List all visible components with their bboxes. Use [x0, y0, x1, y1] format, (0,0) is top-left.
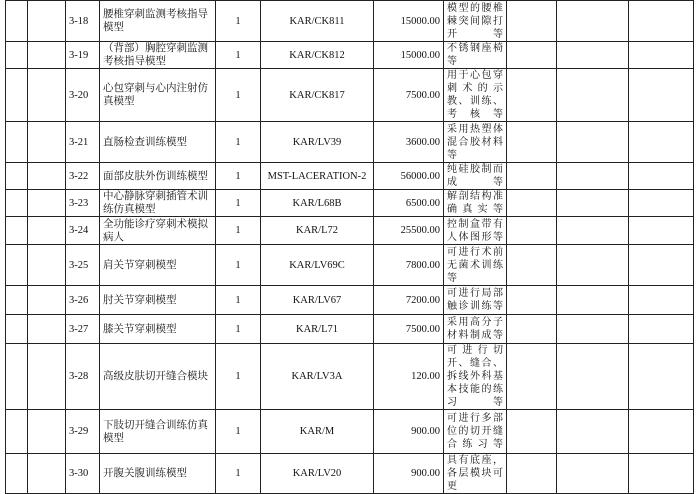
blank-cell-3: [507, 315, 557, 344]
note-cell: 可进行术前无菌术训练等: [444, 245, 507, 286]
note-cell: 可进行切开、缝合、拆线外科基本技能的练习等: [444, 344, 507, 410]
blank-cell-5: [629, 122, 694, 163]
seq-cell: 3-26: [66, 286, 100, 315]
model-cell: KAR/CK811: [261, 1, 374, 42]
name-cell: 膝关节穿刺模型: [100, 315, 216, 344]
blank-cell-4: [557, 190, 629, 217]
model-cell: KAR/LV3A: [261, 344, 374, 410]
note-cell: 模型的腰椎棘突间隙打开等: [444, 1, 507, 42]
qty-cell: 1: [216, 1, 261, 42]
blank-cell-3: [507, 1, 557, 42]
price-cell: 6500.00: [374, 190, 444, 217]
blank-cell-3: [507, 217, 557, 245]
blank-cell-1: [6, 69, 28, 122]
name-cell: （背部）胸腔穿刺监测考核指导模型: [100, 42, 216, 69]
model-cell: KAR/L68B: [261, 190, 374, 217]
blank-cell-1: [6, 190, 28, 217]
blank-cell-3: [507, 344, 557, 410]
note-cell: 不锈钢座椅等: [444, 42, 507, 69]
blank-cell-5: [629, 190, 694, 217]
blank-cell-5: [629, 42, 694, 69]
blank-cell-2: [28, 163, 66, 190]
blank-cell-5: [629, 217, 694, 245]
name-cell: 肩关节穿刺模型: [100, 245, 216, 286]
qty-cell: 1: [216, 69, 261, 122]
table-row: [6, 315, 694, 344]
price-cell: 3600.00: [374, 122, 444, 163]
qty-cell: 1: [216, 286, 261, 315]
qty-cell: 1: [216, 454, 261, 494]
name-cell: 高级皮肤切开缝合模块: [100, 344, 216, 410]
price-cell: 7500.00: [374, 315, 444, 344]
blank-cell-4: [557, 42, 629, 69]
blank-cell-5: [629, 245, 694, 286]
blank-cell-4: [557, 344, 629, 410]
model-cell: KAR/CK817: [261, 69, 374, 122]
note-cell: 可进行多部位的切开缝合练习等: [444, 410, 507, 454]
name-cell: 心包穿刺与心内注射仿真模型: [100, 69, 216, 122]
table-row: [6, 190, 694, 217]
blank-cell-1: [6, 286, 28, 315]
blank-cell-1: [6, 217, 28, 245]
model-cell: KAR/LV69C: [261, 245, 374, 286]
model-cell: KAR/L72: [261, 217, 374, 245]
model-cell: KAR/L71: [261, 315, 374, 344]
seq-cell: 3-18: [66, 1, 100, 42]
table-row: [6, 217, 694, 245]
table-row: [6, 42, 694, 69]
blank-cell-3: [507, 245, 557, 286]
blank-cell-2: [28, 42, 66, 69]
qty-cell: 1: [216, 410, 261, 454]
price-cell: 900.00: [374, 410, 444, 454]
blank-cell-3: [507, 454, 557, 494]
blank-cell-5: [629, 1, 694, 42]
name-cell: 直肠检查训练模型: [100, 122, 216, 163]
blank-cell-4: [557, 1, 629, 42]
blank-cell-2: [28, 344, 66, 410]
seq-cell: 3-25: [66, 245, 100, 286]
qty-cell: 1: [216, 315, 261, 344]
blank-cell-4: [557, 315, 629, 344]
table-row: [6, 163, 694, 190]
blank-cell-4: [557, 410, 629, 454]
blank-cell-5: [629, 454, 694, 494]
model-cell: MST-LACERATION-2: [261, 163, 374, 190]
blank-cell-2: [28, 286, 66, 315]
seq-cell: 3-28: [66, 344, 100, 410]
blank-cell-3: [507, 190, 557, 217]
qty-cell: 1: [216, 42, 261, 69]
seq-cell: 3-21: [66, 122, 100, 163]
model-cell: KAR/LV67: [261, 286, 374, 315]
note-cell: 解剖结构准确真实等: [444, 190, 507, 217]
seq-cell: 3-24: [66, 217, 100, 245]
model-cell: KAR/M: [261, 410, 374, 454]
price-cell: 7800.00: [374, 245, 444, 286]
note-cell: 用于心包穿刺术的示教、训练、考核等: [444, 69, 507, 122]
price-cell: 25500.00: [374, 217, 444, 245]
seq-cell: 3-22: [66, 163, 100, 190]
blank-cell-5: [629, 69, 694, 122]
blank-cell-2: [28, 454, 66, 494]
qty-cell: 1: [216, 122, 261, 163]
table-row: [6, 344, 694, 410]
blank-cell-5: [629, 344, 694, 410]
blank-cell-1: [6, 245, 28, 286]
qty-cell: 1: [216, 190, 261, 217]
price-cell: 120.00: [374, 344, 444, 410]
table-row: [6, 454, 694, 494]
blank-cell-5: [629, 163, 694, 190]
seq-cell: 3-29: [66, 410, 100, 454]
blank-cell-2: [28, 1, 66, 42]
seq-cell: 3-23: [66, 190, 100, 217]
blank-cell-5: [629, 315, 694, 344]
name-cell: 下肢切开缝合训练仿真模型: [100, 410, 216, 454]
seq-cell: 3-30: [66, 454, 100, 494]
blank-cell-4: [557, 217, 629, 245]
seq-cell: 3-19: [66, 42, 100, 69]
name-cell: 腰椎穿刺监测考核指导模型: [100, 1, 216, 42]
blank-cell-1: [6, 410, 28, 454]
name-cell: 肘关节穿刺模型: [100, 286, 216, 315]
note-cell: 纯硅胶制而成等: [444, 163, 507, 190]
qty-cell: 1: [216, 344, 261, 410]
note-cell: 控制盒带有人体图形等: [444, 217, 507, 245]
seq-cell: 3-20: [66, 69, 100, 122]
qty-cell: 1: [216, 217, 261, 245]
table-row: [6, 69, 694, 122]
name-cell: 开腹关腹训练模型: [100, 454, 216, 494]
blank-cell-4: [557, 163, 629, 190]
table-row: [6, 122, 694, 163]
blank-cell-4: [557, 122, 629, 163]
note-cell: 具有底座，各层模块可更: [444, 454, 507, 494]
table-row: [6, 286, 694, 315]
blank-cell-2: [28, 190, 66, 217]
blank-cell-5: [629, 286, 694, 315]
note-cell: 采用热塑体混合胶材料等: [444, 122, 507, 163]
blank-cell-4: [557, 245, 629, 286]
blank-cell-1: [6, 42, 28, 69]
blank-cell-3: [507, 163, 557, 190]
price-cell: 15000.00: [374, 1, 444, 42]
blank-cell-2: [28, 315, 66, 344]
blank-cell-2: [28, 69, 66, 122]
price-cell: 900.00: [374, 454, 444, 494]
name-cell: 面部皮肤外伤训练模型: [100, 163, 216, 190]
table-row: [6, 1, 694, 42]
blank-cell-4: [557, 69, 629, 122]
price-cell: 15000.00: [374, 42, 444, 69]
blank-cell-2: [28, 122, 66, 163]
blank-cell-4: [557, 286, 629, 315]
blank-cell-2: [28, 217, 66, 245]
seq-cell: 3-27: [66, 315, 100, 344]
table-body: [6, 1, 694, 494]
qty-cell: 1: [216, 163, 261, 190]
blank-cell-5: [629, 410, 694, 454]
blank-cell-1: [6, 344, 28, 410]
note-cell: 采用高分子材料制成等: [444, 315, 507, 344]
blank-cell-2: [28, 410, 66, 454]
equipment-table: [5, 0, 694, 494]
blank-cell-2: [28, 245, 66, 286]
qty-cell: 1: [216, 245, 261, 286]
blank-cell-3: [507, 122, 557, 163]
blank-cell-1: [6, 1, 28, 42]
price-cell: 56000.00: [374, 163, 444, 190]
blank-cell-3: [507, 69, 557, 122]
blank-cell-3: [507, 42, 557, 69]
table-row: [6, 410, 694, 454]
blank-cell-1: [6, 122, 28, 163]
price-cell: 7200.00: [374, 286, 444, 315]
model-cell: KAR/LV39: [261, 122, 374, 163]
blank-cell-1: [6, 315, 28, 344]
table-row: [6, 245, 694, 286]
blank-cell-1: [6, 454, 28, 494]
blank-cell-1: [6, 163, 28, 190]
note-cell: 可进行局部触诊训练等: [444, 286, 507, 315]
model-cell: KAR/CK812: [261, 42, 374, 69]
blank-cell-3: [507, 286, 557, 315]
name-cell: 全功能诊疗穿刺术模拟病人: [100, 217, 216, 245]
price-cell: 7500.00: [374, 69, 444, 122]
blank-cell-4: [557, 454, 629, 494]
name-cell: 中心静脉穿刺插管术训练仿真模型: [100, 190, 216, 217]
blank-cell-3: [507, 410, 557, 454]
model-cell: KAR/LV20: [261, 454, 374, 494]
